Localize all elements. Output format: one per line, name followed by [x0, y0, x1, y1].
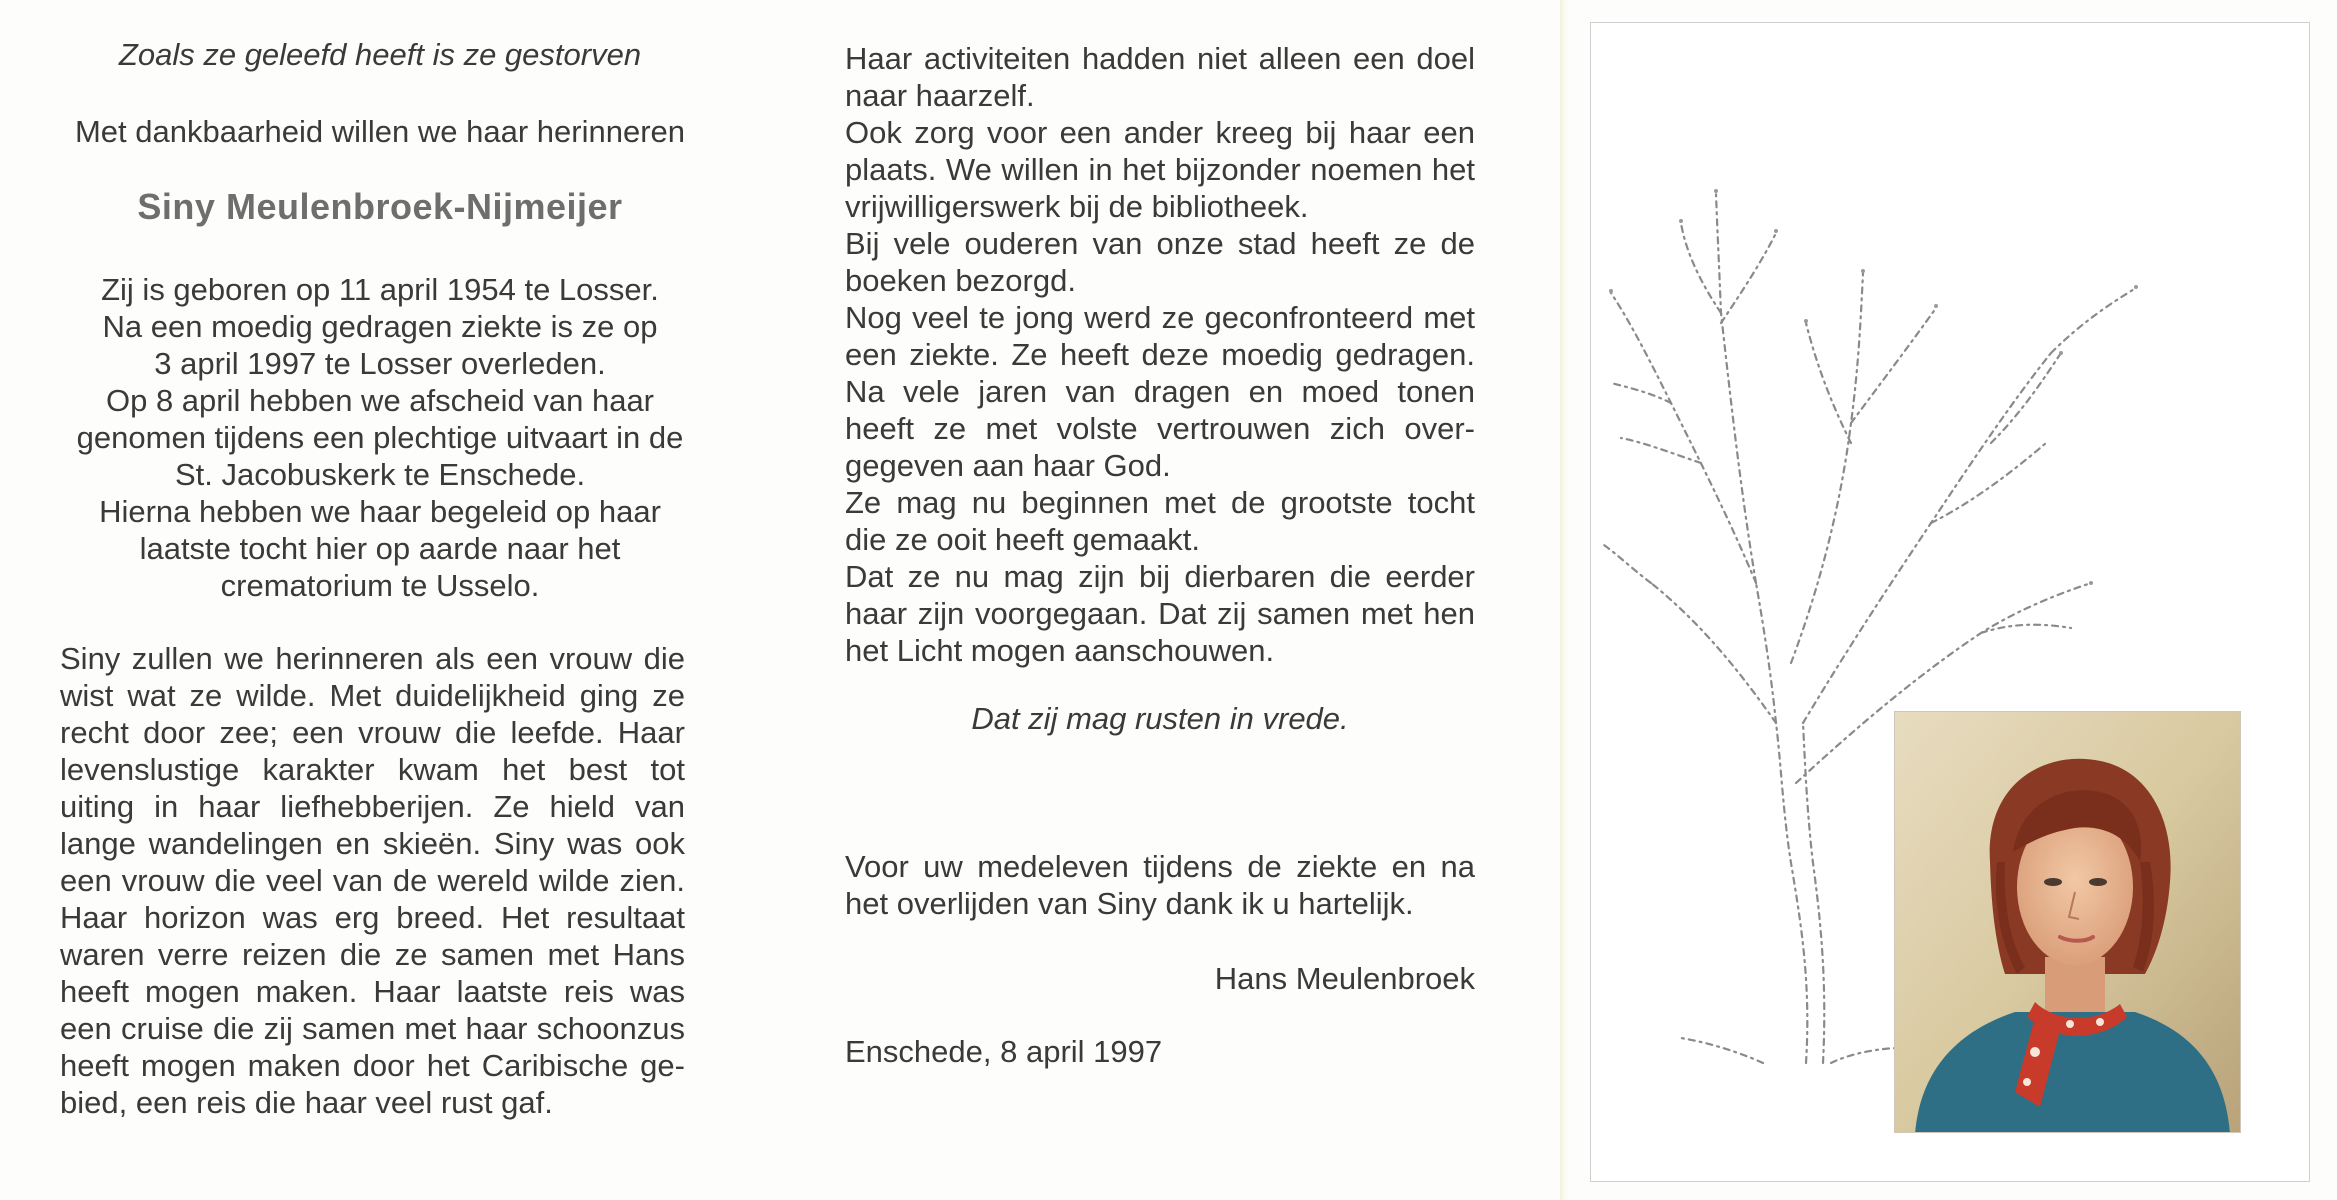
memory-line: heeft mogen maken. Haar laatste reis was [60, 974, 685, 1009]
memory-line: Siny zullen we herinneren als een vrouw die [60, 641, 685, 676]
place-date: Enschede, 8 april 1997 [845, 1034, 1163, 1069]
card-fold [1560, 0, 1568, 1200]
memory-line: bied, een reis die haar veel rust gaf. [60, 1085, 553, 1120]
activity-line: heeft ze met volste vertrouwen zich over- [845, 411, 1475, 446]
bio-line: genomen tijdens een plechtige uitvaart in de [76, 420, 684, 455]
thanks-line: Voor uw medeleven tijdens de ziekte en na [845, 849, 1475, 884]
bio-line: laatste tocht hier op aarde naar het [139, 531, 621, 566]
activity-line: plaats. We willen in het bijzonder noemen het [845, 152, 1475, 187]
activity-line: Dat ze nu mag zijn bij dierbaren die eerder [845, 559, 1475, 594]
activity-line: die ze ooit heeft gemaakt. [845, 522, 1201, 557]
bio-line: Na een moedig gedragen ziekte is ze op [102, 309, 658, 344]
bio-line: 3 april 1997 te Losser overleden. [154, 346, 606, 381]
memory-line: wist wat ze wilde. Met duidelijkheid ging ze [60, 678, 685, 713]
activity-line: boeken bezorgd. [845, 263, 1076, 298]
intro-line: Met dankbaarheid willen we haar herinneren [74, 114, 686, 149]
activity-line: naar haarzelf. [845, 78, 1035, 113]
activity-line: haar zijn voorgegaan. Dat zij samen met hen [845, 596, 1475, 631]
memory-line: een cruise die zij samen met haar schoonzus [60, 1011, 685, 1046]
bio-line: Op 8 april hebben we afscheid van haar [105, 383, 655, 418]
activity-line: Ook zorg voor een ander kreeg bij haar een [845, 115, 1475, 150]
activity-line: Nog veel te jong werd ze geconfronteerd met [845, 300, 1475, 335]
activity-line: een ziekte. Ze heeft deze moedig gedragen. [845, 337, 1475, 372]
memory-line: recht door zee; een vrouw die leefde. Haar [60, 715, 685, 750]
memory-line: Haar horizon was erg breed. Het resultaat [60, 900, 685, 935]
bio-line: Zij is geboren op 11 april 1954 te Losser. [101, 272, 659, 307]
memory-line: heeft mogen maken door het Caribische ge- [60, 1048, 685, 1083]
motto: Zoals ze geleefd heeft is ze gestorven [118, 37, 642, 72]
activity-line: Bij vele ouderen van onze stad heeft ze de [845, 226, 1475, 261]
activity-line: vrijwilligerswerk bij de bibliotheek. [845, 189, 1309, 224]
activity-line: Haar activiteiten hadden niet alleen een doel [845, 41, 1475, 76]
bio-line: Hierna hebben we haar begeleid op haar [99, 494, 661, 529]
middle-panel [845, 0, 1475, 1200]
picture-panel [1590, 22, 2310, 1182]
bio-line: St. Jacobuskerk te Enschede. [174, 457, 586, 492]
blessing: Dat zij mag rusten in vrede. [971, 701, 1349, 736]
activity-line: Ze mag nu beginnen met de grootste tocht [845, 485, 1475, 520]
bio-line: crematorium te Usselo. [220, 568, 540, 603]
memory-line: levenslustige karakter kwam het best tot [60, 752, 685, 787]
portrait-photo [1894, 711, 2241, 1133]
left-panel [60, 0, 700, 1200]
activity-line: het Licht mogen aanschouwen. [845, 633, 1275, 668]
memory-line: een vrouw die veel van de wereld wilde zien. [60, 863, 685, 898]
activity-line: Na vele jaren van dragen en moed tonen [845, 374, 1475, 409]
memory-line: uiting in haar liefhebberijen. Ze hield van [60, 789, 685, 824]
deceased-name: Siny Meulenbroek-Nijmeijer [137, 186, 623, 227]
memory-line: lange wandelingen en skieën. Siny was ook [60, 826, 685, 861]
portrait-image [1895, 712, 2241, 1133]
signature: Hans Meulenbroek [1214, 961, 1475, 996]
thanks-line: het overlijden van Siny dank ik u hartelijk. [845, 886, 1414, 921]
activity-line: gegeven aan haar God. [845, 448, 1171, 483]
memory-line: waren verre reizen die ze samen met Hans [60, 937, 685, 972]
